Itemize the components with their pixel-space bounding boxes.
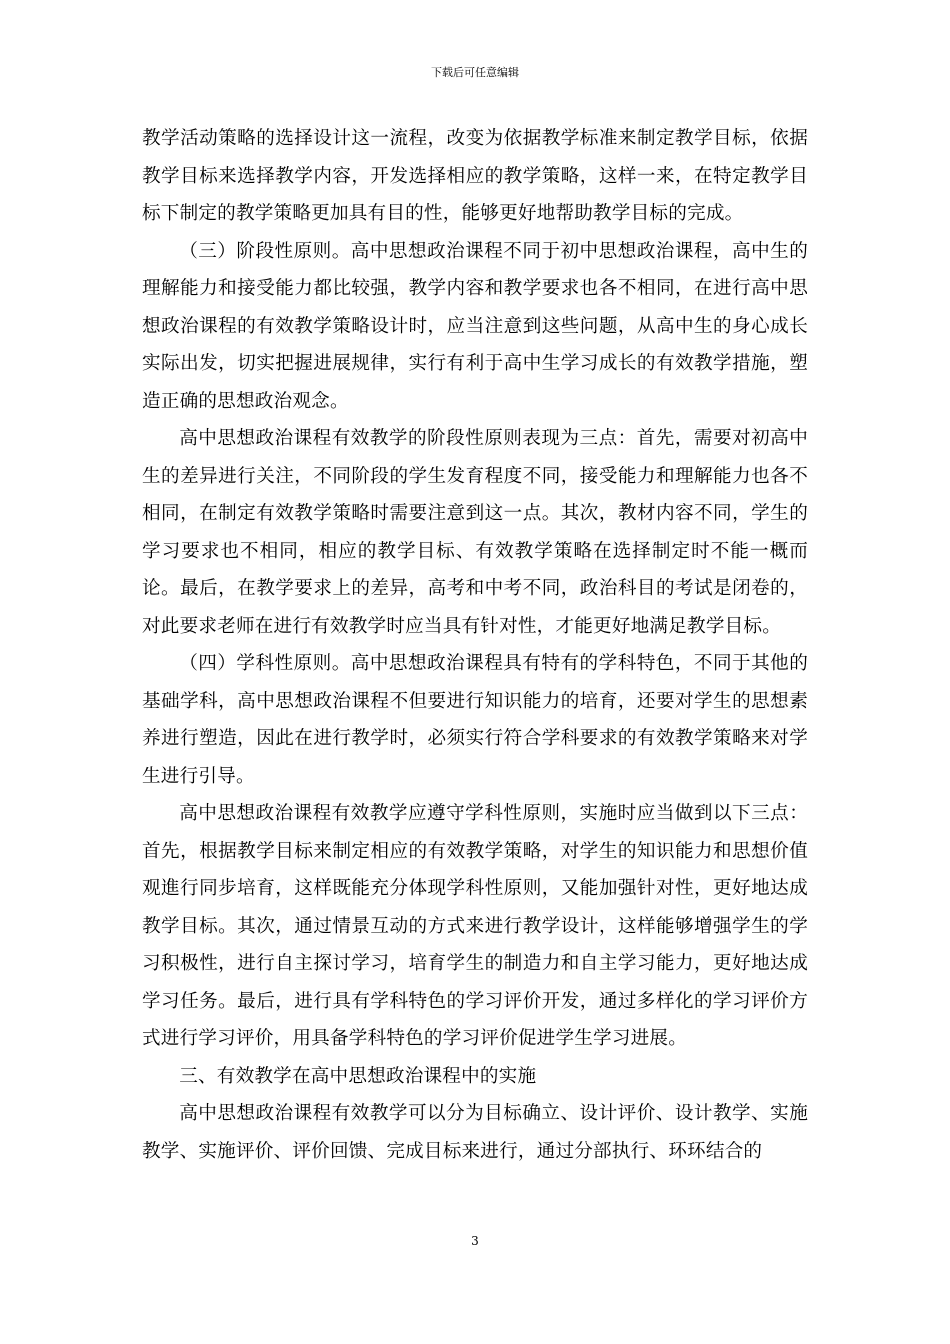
paragraph-implementation: 高中思想政治课程有效教学可以分为目标确立、设计评价、设计教学、实施教学、实施评价、评价回馈、完成目标来进行，通过分部执行、环环结合的: [142, 1103, 808, 1162]
paragraph-stage-principle-details: 高中思想政治课程有效教学的阶段性原则表现为三点：首先，需要对初高中生的差异进行关注，不同阶段的学生发育程度不同，接受能力和理解能力也各不相同，在制定有效教学策略时需要注意到这一点。其次，教材内容不同，学生的学习要求也不相同，相应的教学目标、有效教学策略在选择制定时不能一概而论。最后，在教学要求上的差异，高考和中考不同，政治科目的考试是闭卷的，对此要求老师在进行有效教学时应当具有针对性，才能更好地满足教学目标。: [142, 428, 808, 637]
paragraph-subject-principle-details: 高中思想政治课程有效教学应遵守学科性原则，实施时应当做到以下三点：首先，根据教学目标来制定相应的有效教学策略，对学生的知识能力和思想价值观進行同步培育，这样既能充分体现学科性原则，又能加强针对性，更好地达成教学目标。其次，通过情景互动的方式来进行教学设计，这样能够增强学生的学习积极性，进行自主探讨学习，培育学生的制造力和自主学习能力，更好地达成学习任务。最后，进行具有学科特色的学习评价开发，通过多样化的学习评价方式进行学习评价，用具备学科特色的学习评价促进学生学习进展。: [142, 803, 808, 1049]
page-header: 下载后可任意编辑: [431, 66, 519, 79]
section-heading-implementation: 三、有效教学在高中思想政治课程中的实施: [179, 1065, 537, 1087]
document-body: [142, 120, 808, 1170]
paragraph-stage-principle: （三）阶段性原则。高中思想政治课程不同于初中思想政治课程，高中生的理解能力和接受能力都比较强，教学内容和教学要求也各不相同，在进行高中思想政治课程的有效教学策略设计时，应当注意到这些问题，从高中生的身心成长实际出发，切实把握进展规律，实行有利于高中生学习成长的有效教学措施，塑造正确的思想政治观念。: [142, 240, 808, 412]
page-number: 3: [471, 1234, 479, 1248]
paragraph-continued: 教学活动策略的选择设计这一流程，改变为依据教学标准来制定教学目标，依据教学目标来选择教学内容，开发选择相应的教学策略，这样一来，在特定教学目标下制定的教学策略更加具有目的性，能够更好地帮助教学目标的完成。: [142, 128, 808, 224]
paragraph-subject-principle: （四）学科性原则。高中思想政治课程具有特有的学科特色，不同于其他的基础学科，高中思想政治课程不但要进行知识能力的培育，还要对学生的思想素养进行塑造，因此在进行教学时，必须实行符合学科要求的有效教学策略来对学生进行引导。: [142, 653, 808, 787]
